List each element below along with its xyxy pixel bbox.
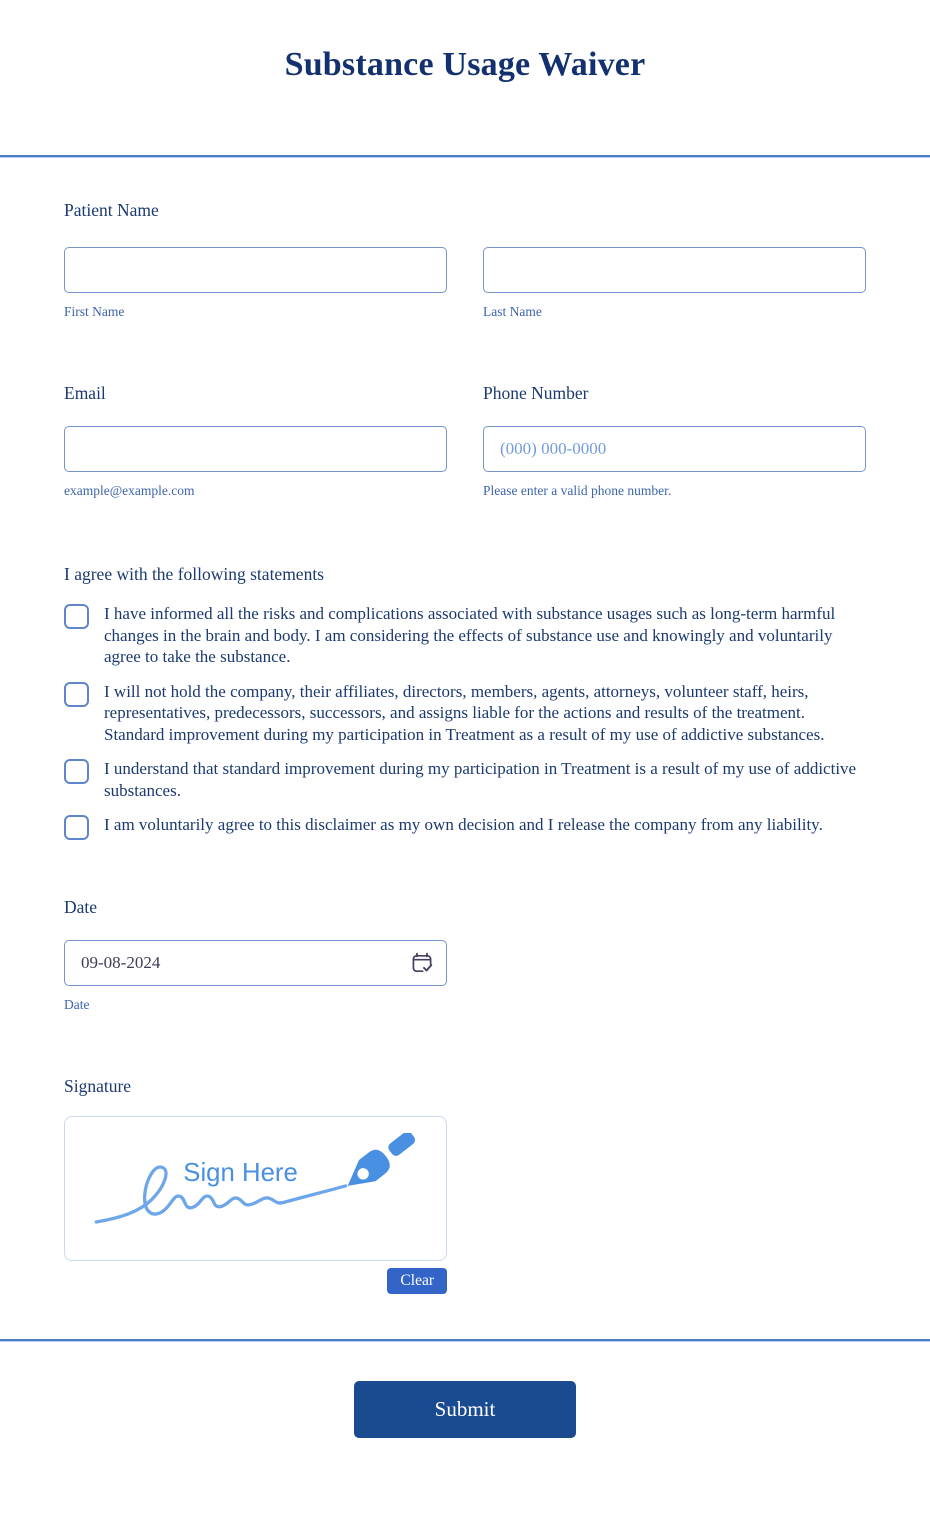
clear-signature-button[interactable]: Clear: [387, 1268, 447, 1294]
date-input[interactable]: [64, 940, 447, 986]
pen-nib-icon: [339, 1133, 420, 1196]
agreement-checkbox-1[interactable]: [64, 604, 89, 629]
agreement-text: I am voluntarily agree to this disclaimer as my own decision and I release the company from any liability.: [104, 815, 823, 834]
agreement-item[interactable]: [64, 814, 866, 840]
signature-field: [64, 1075, 866, 1339]
header-divider: [0, 155, 930, 157]
agreement-text: I will not hold the company, their affiliates, directors, members, agents, attorneys, volunteer staff, heirs, representatives, predecessors, successors, and assigns liable for the actions and results of the treatment. Standard improvement during my participation in Treatment as a result of my use of addictive substances.: [104, 681, 825, 744]
form-header: [0, 0, 930, 155]
agreement-checkbox-4[interactable]: [64, 815, 89, 840]
date-sublabel: Date: [64, 997, 90, 1012]
email-label: Email: [64, 383, 106, 403]
signature-label: Signature: [64, 1076, 132, 1096]
first-name-input[interactable]: [64, 247, 447, 293]
phone-sublabel: Please enter a valid phone number.: [483, 483, 672, 498]
first-name-sublabel: First Name: [64, 304, 125, 319]
agreements-list: [64, 603, 866, 840]
patient-name-field: [64, 199, 866, 320]
agreement-item[interactable]: [64, 603, 866, 668]
last-name-sublabel: Last Name: [483, 304, 542, 319]
signature-pad[interactable]: [64, 1116, 447, 1261]
form-body: [0, 199, 930, 1339]
agreement-item[interactable]: [64, 681, 866, 746]
patient-name-label: Patient Name: [64, 200, 159, 220]
footer-divider: [0, 1339, 930, 1341]
email-sublabel: example@example.com: [64, 483, 195, 498]
sign-here-text: Sign Here: [182, 1158, 298, 1187]
phone-label: Phone Number: [483, 383, 589, 403]
calendar-check-icon[interactable]: [410, 951, 434, 975]
agreements-field: [64, 563, 866, 840]
email-field: [64, 382, 447, 499]
signature-placeholder-graphic: [86, 1133, 426, 1245]
agreement-checkbox-2[interactable]: [64, 682, 89, 707]
email-input[interactable]: [64, 426, 447, 472]
contact-fields: [64, 382, 866, 499]
date-field: [64, 896, 866, 1013]
agreement-text: I have informed all the risks and complications associated with substance usages such as long-term harmful changes in the brain and body. I am considering the effects of substance use and knowingly and voluntarily agree to take the substance.: [104, 604, 836, 666]
phone-field: [483, 382, 866, 499]
phone-input[interactable]: [483, 426, 866, 472]
agreements-label: I agree with the following statements: [64, 564, 324, 584]
agreement-item[interactable]: [64, 758, 866, 801]
date-label: Date: [64, 897, 98, 917]
last-name-input[interactable]: [483, 247, 866, 293]
agreement-text: I understand that standard improvement during my participation in Treatment is a result of my use of addictive substances.: [104, 759, 857, 800]
page-title: Substance Usage Waiver: [284, 46, 646, 83]
submit-button[interactable]: Submit: [354, 1381, 576, 1438]
agreement-checkbox-3[interactable]: [64, 759, 89, 784]
